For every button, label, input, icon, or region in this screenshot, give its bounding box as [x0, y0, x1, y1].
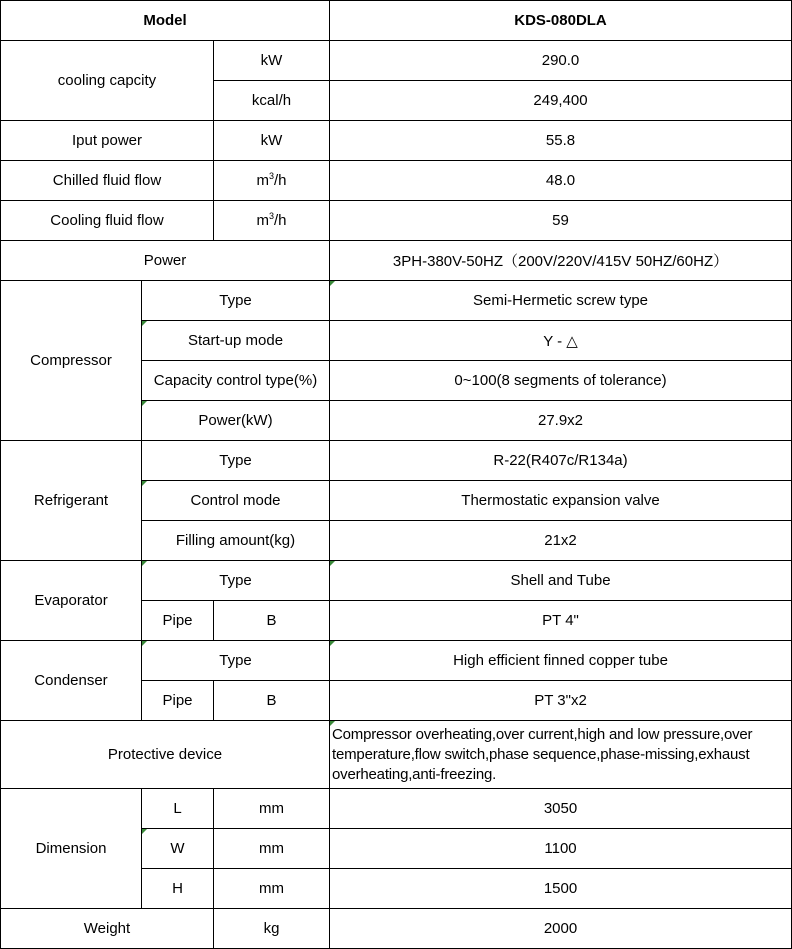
weight-label: Weight	[1, 909, 214, 949]
chilled-fluid-flow-label: Chilled fluid flow	[1, 161, 214, 201]
power-value: 3PH-380V-50HZ（200V/220V/415V 50HZ/60HZ）	[330, 241, 792, 281]
dimension-unit: mm	[214, 789, 330, 829]
protective-device-value: Compressor overheating,over current,high and low pressure,over temperature,flow switch,phase sequence,phase-missing,exhaust overheating,anti-freezing.	[330, 721, 792, 789]
cooling-capacity-row	[1, 41, 792, 81]
refrigerant-param-value: 21x2	[330, 521, 792, 561]
cooling-capacity-value: 249,400	[330, 81, 792, 121]
protective-device-label: Protective device	[1, 721, 330, 789]
refrigerant-param-label: Filling amount(kg)	[142, 521, 330, 561]
condenser-type-label: Type	[142, 641, 330, 681]
power-label: Power	[1, 241, 330, 281]
compressor-param-label: Start-up mode	[142, 321, 330, 361]
chilled-fluid-flow-value: 48.0	[330, 161, 792, 201]
chilled-fluid-flow-row	[1, 161, 792, 201]
input-power-row	[1, 121, 792, 161]
condenser-pipe-label: Pipe	[142, 681, 214, 721]
dimension-unit: mm	[214, 829, 330, 869]
cooling-fluid-flow-label: Cooling fluid flow	[1, 201, 214, 241]
dimension-value: 3050	[330, 789, 792, 829]
model-row	[1, 1, 792, 41]
refrigerant-row	[1, 441, 792, 481]
refrigerant-label: Refrigerant	[1, 441, 142, 561]
protective-device-row	[1, 721, 792, 789]
refrigerant-param-value: R-22(R407c/R134a)	[330, 441, 792, 481]
condenser-pipe-unit: B	[214, 681, 330, 721]
model-label: Model	[1, 1, 330, 41]
evaporator-pipe-label: Pipe	[142, 601, 214, 641]
cooling-capacity-unit: kcal/h	[214, 81, 330, 121]
cooling-capacity-label: cooling capcity	[1, 41, 214, 121]
compressor-row	[1, 281, 792, 321]
compressor-param-value: Semi-Hermetic screw type	[330, 281, 792, 321]
chilled-fluid-flow-unit: $m^3/h$	[214, 161, 330, 201]
compressor-label: Compressor	[1, 281, 142, 441]
refrigerant-param-value: Thermostatic expansion valve	[330, 481, 792, 521]
evaporator-pipe-value: PT 4"	[330, 601, 792, 641]
cooling-fluid-flow-row	[1, 201, 792, 241]
compressor-param-label: Type	[142, 281, 330, 321]
evaporator-label: Evaporator	[1, 561, 142, 641]
condenser-type-row	[1, 641, 792, 681]
power-row	[1, 241, 792, 281]
model-value: KDS-080DLA	[330, 1, 792, 41]
weight-value: 2000	[330, 909, 792, 949]
condenser-pipe-value: PT 3"x2	[330, 681, 792, 721]
dimension-unit: mm	[214, 869, 330, 909]
refrigerant-param-label: Control mode	[142, 481, 330, 521]
evaporator-type-label: Type	[142, 561, 330, 601]
condenser-label: Condenser	[1, 641, 142, 721]
compressor-param-value: Y - △	[330, 321, 792, 361]
dimension-value: 1100	[330, 829, 792, 869]
weight-unit: kg	[214, 909, 330, 949]
evaporator-pipe-unit: B	[214, 601, 330, 641]
cooling-capacity-value: 290.0	[330, 41, 792, 81]
dimension-row	[1, 789, 792, 829]
dimension-value: 1500	[330, 869, 792, 909]
condenser-type-value: High efficient finned copper tube	[330, 641, 792, 681]
cooling-capacity-unit: kW	[214, 41, 330, 81]
dimension-axis: L	[142, 789, 214, 829]
input-power-value: 55.8	[330, 121, 792, 161]
compressor-param-value: 27.9x2	[330, 401, 792, 441]
cooling-fluid-flow-unit: $m^3/h$	[214, 201, 330, 241]
compressor-param-value: 0~100(8 segments of tolerance)	[330, 361, 792, 401]
input-power-label: Iput power	[1, 121, 214, 161]
evaporator-type-value: Shell and Tube	[330, 561, 792, 601]
weight-row	[1, 909, 792, 949]
evaporator-type-row	[1, 561, 792, 601]
dimension-label: Dimension	[1, 789, 142, 909]
compressor-param-label: Capacity control type(%)	[142, 361, 330, 401]
input-power-unit: kW	[214, 121, 330, 161]
dimension-axis: H	[142, 869, 214, 909]
refrigerant-param-label: Type	[142, 441, 330, 481]
dimension-axis: W	[142, 829, 214, 869]
compressor-param-label: Power(kW)	[142, 401, 330, 441]
cooling-fluid-flow-value: 59	[330, 201, 792, 241]
